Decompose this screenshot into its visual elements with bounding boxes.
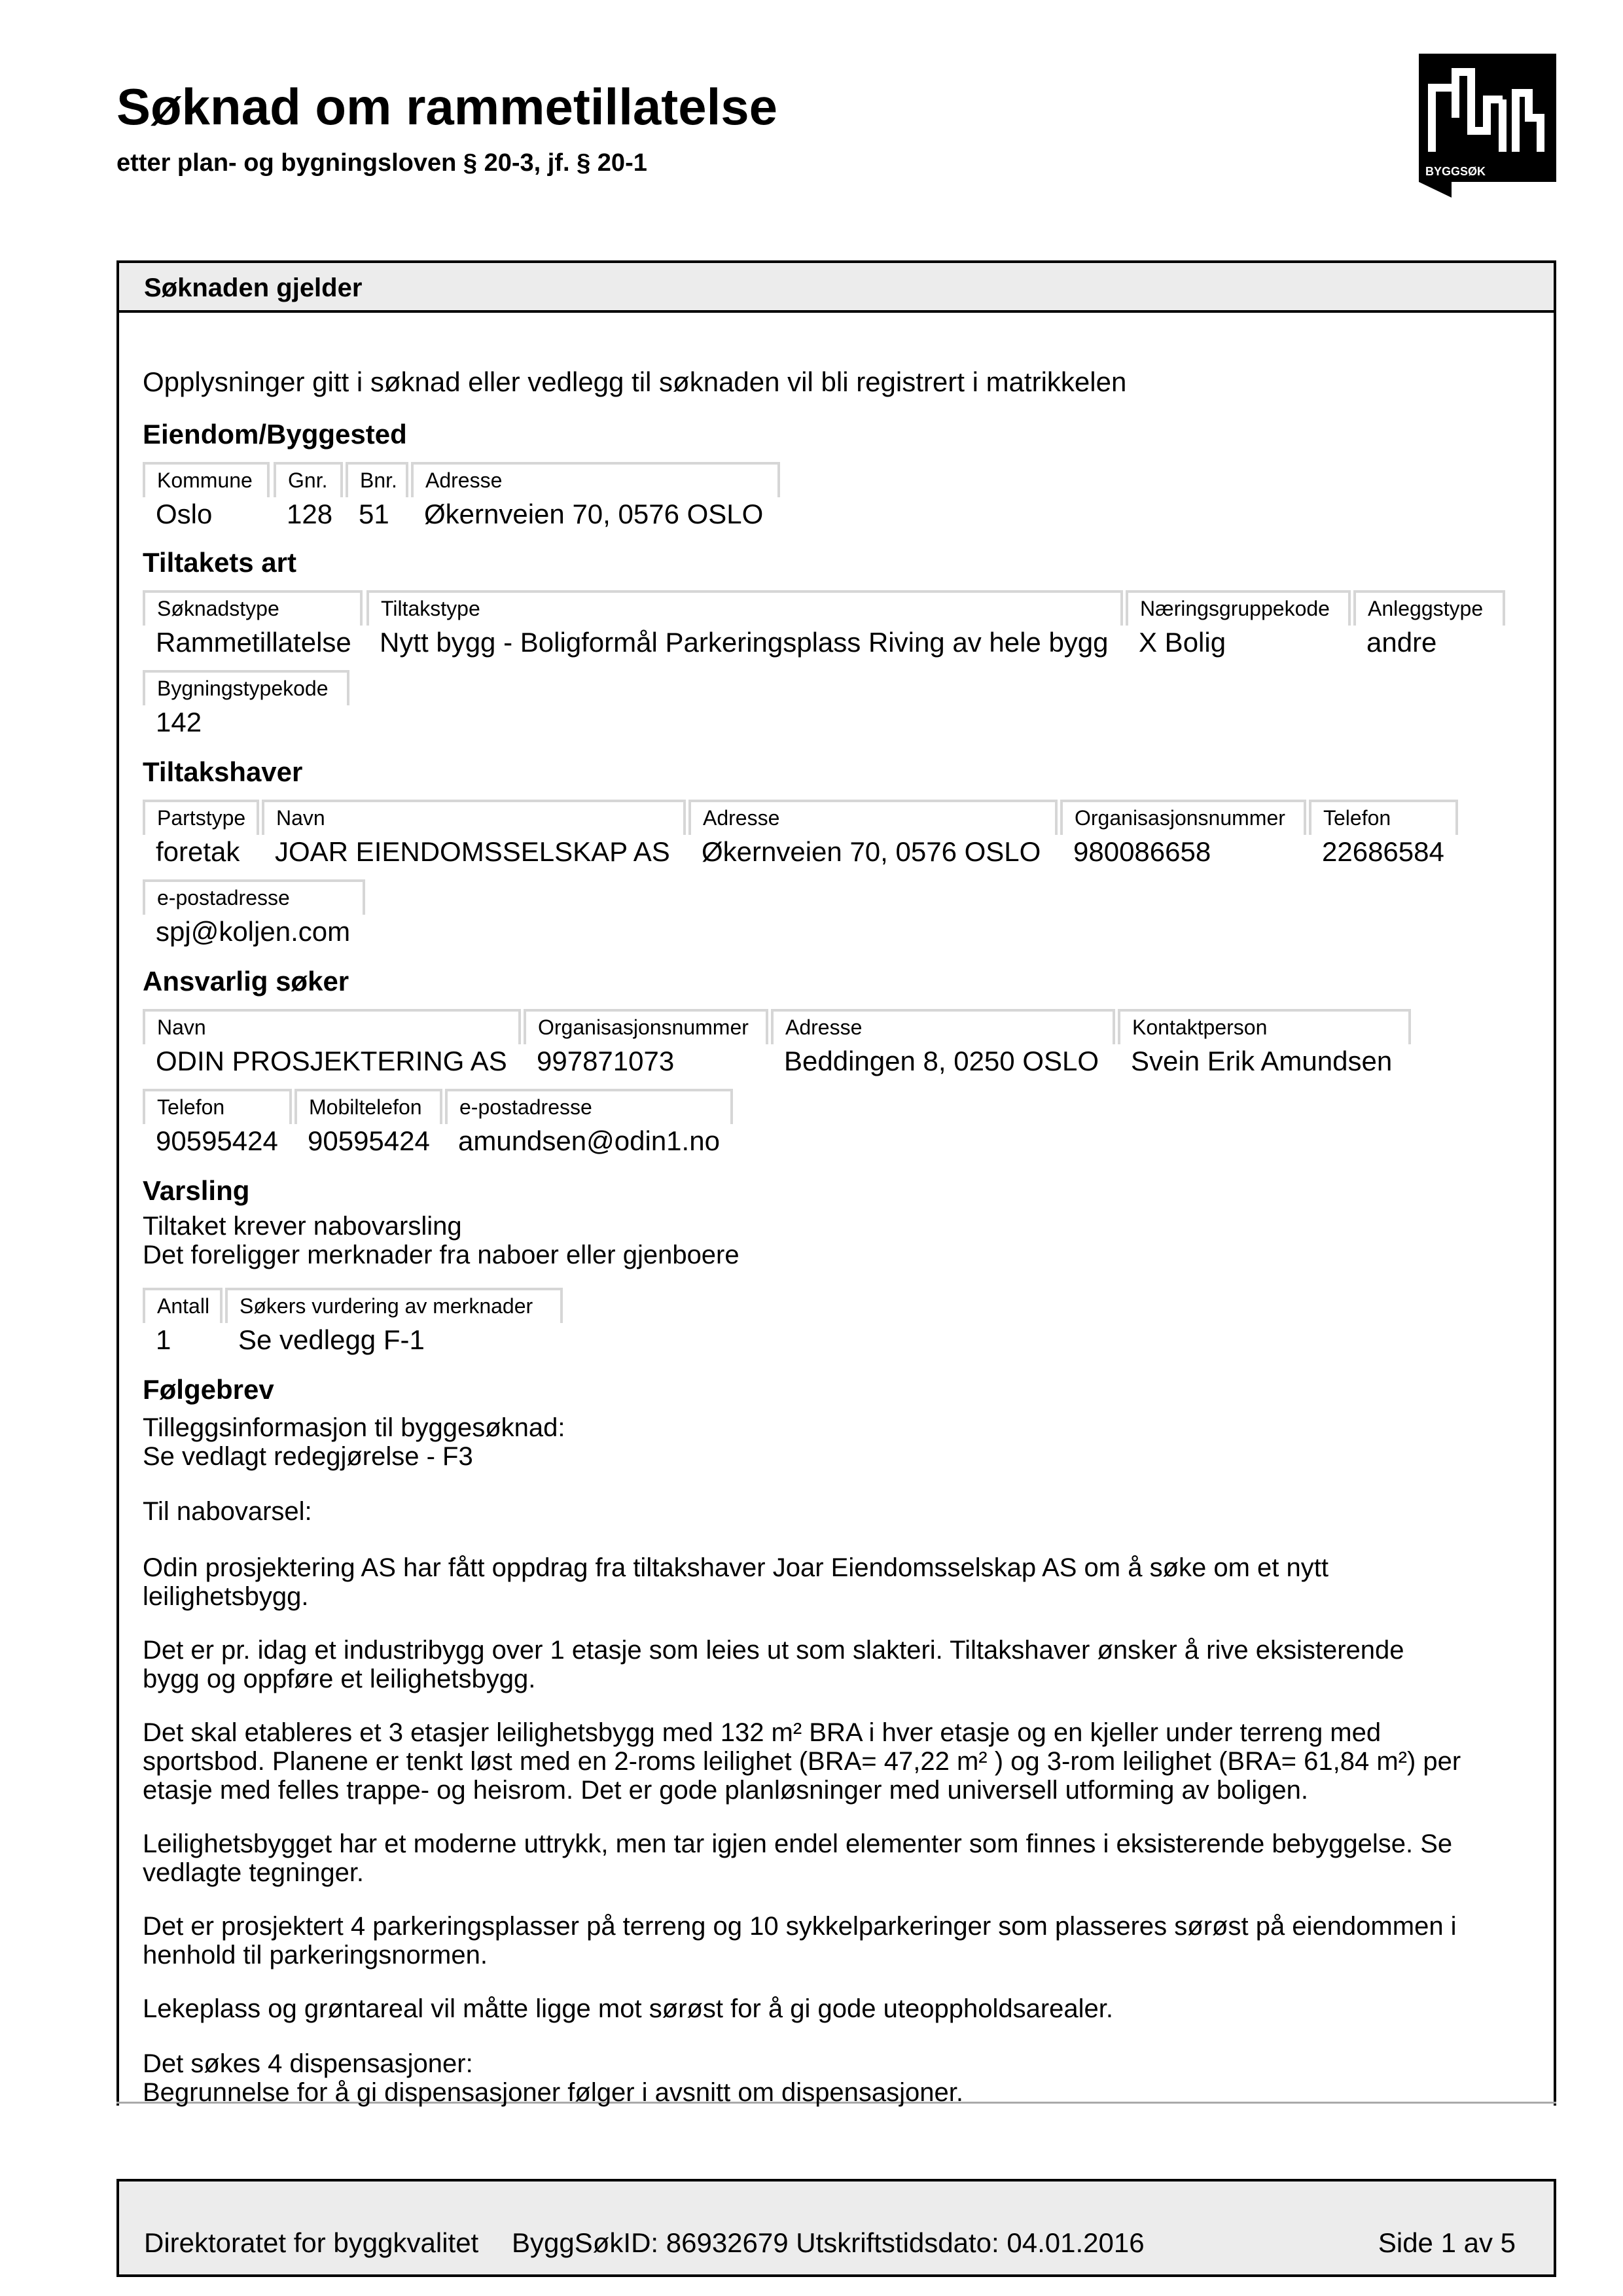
field-label: Organisasjonsnummer [1060, 800, 1306, 835]
folgebrev-heading: Følgebrev [143, 1374, 274, 1405]
field-sokers-vurdering [225, 1288, 563, 1353]
field-label: Søknadstype [143, 590, 363, 626]
field-label: e-postadresse [143, 879, 365, 915]
field-adresse [688, 800, 1058, 865]
field-value: X Bolig [1139, 627, 1226, 658]
field-label: Antall [143, 1288, 223, 1323]
folgebrev-paragraph: Det er pr. idag et industribygg over 1 etasje som leies ut som slakteri. Tiltakshaver ønsker å rive eksisterende bygg og oppføre et leilighetsbygg. [143, 1636, 1404, 1693]
field-organisasjonsnummer [524, 1009, 768, 1074]
varsling-line: Tiltaket krever nabovarsling [143, 1212, 462, 1241]
byggsok-logo [1419, 54, 1556, 198]
field-soknadstype [143, 590, 363, 656]
intro-text: Opplysninger gitt i søknad eller vedlegg til søknaden vil bli registrert i matrikkelen [143, 366, 1127, 397]
field-value: 51 [359, 499, 389, 529]
field-organisasjonsnummer [1060, 800, 1306, 865]
field-value: JOAR EIENDOMSSELSKAP AS [275, 836, 670, 867]
field-value: ODIN PROSJEKTERING AS [156, 1046, 507, 1076]
field-value: 22686584 [1322, 836, 1444, 867]
field-navn [262, 800, 686, 865]
eiendom-heading: Eiendom/Byggested [143, 419, 407, 450]
field-label: Bnr. [346, 462, 408, 497]
field-label: Næringsgruppekode [1126, 590, 1351, 626]
field-bnr [346, 462, 408, 527]
field-value: Nytt bygg - Boligformål Parkeringsplass Riving av hele bygg [380, 627, 1109, 658]
field-value: Rammetillatelse [156, 627, 351, 658]
field-value: foretak [156, 836, 240, 867]
field-kommune [143, 462, 270, 527]
field-label: Kommune [143, 462, 270, 497]
field-value: 980086658 [1073, 836, 1211, 867]
field-value: Økernveien 70, 0576 OSLO [424, 499, 764, 529]
field-value: 142 [156, 707, 202, 737]
page-footer [116, 2179, 1556, 2277]
field-value: Se vedlegg F-1 [238, 1324, 425, 1355]
field-navn [143, 1009, 521, 1074]
field-kontaktperson [1118, 1009, 1411, 1074]
field-label: Tiltakstype [366, 590, 1123, 626]
field-telefon [143, 1089, 292, 1154]
field-telefon [1309, 800, 1458, 865]
field-epostadresse [445, 1089, 733, 1154]
ansvarlig-soker-heading: Ansvarlig søker [143, 966, 349, 997]
field-label: Telefon [1309, 800, 1458, 835]
field-label: Telefon [143, 1089, 292, 1124]
folgebrev-paragraph: Odin prosjektering AS har fått oppdrag fra tiltakshaver Joar Eiendomsselskap AS om å søke om et nytt leilighetsbygg. [143, 1553, 1329, 1611]
field-naeringsgruppekode [1126, 590, 1351, 656]
field-label: e-postadresse [445, 1089, 733, 1124]
field-value: Oslo [156, 499, 213, 529]
field-label: Mobiltelefon [294, 1089, 442, 1124]
field-label: Adresse [688, 800, 1058, 835]
field-adresse [771, 1009, 1115, 1074]
field-mobiltelefon [294, 1089, 442, 1154]
field-value: andre [1366, 627, 1437, 658]
field-label: Partstype [143, 800, 259, 835]
footer-id-date: ByggSøkID: 86932679 Utskriftstidsdato: 04.01.2016 [512, 2227, 1145, 2258]
field-label: Navn [262, 800, 686, 835]
field-value: spj@koljen.com [156, 916, 351, 947]
field-epostadresse [143, 879, 365, 945]
field-partstype [143, 800, 259, 865]
field-tiltakstype [366, 590, 1123, 656]
field-antall [143, 1288, 223, 1353]
varsling-heading: Varsling [143, 1175, 250, 1206]
varsling-line: Det foreligger merknader fra naboer eller gjenboere [143, 1241, 740, 1269]
field-value: Svein Erik Amundsen [1131, 1046, 1393, 1076]
document-title: Søknad om rammetillatelse [116, 78, 778, 135]
folgebrev-paragraph: Leilighetsbygget har et moderne uttrykk, men tar igjen endel elementer som finnes i eksisterende bebyggelse. Se vedlagte tegninger. [143, 1829, 1453, 1887]
field-value: 128 [287, 499, 333, 529]
field-label: Bygningstypekode [143, 670, 349, 705]
field-label: Adresse [411, 462, 780, 497]
field-label: Søkers vurdering av merknader [225, 1288, 563, 1323]
field-value: amundsen@odin1.no [458, 1125, 720, 1156]
field-label: Anleggstype [1353, 590, 1505, 626]
field-label: Gnr. [274, 462, 343, 497]
field-gnr [274, 462, 343, 527]
section-header [116, 260, 1556, 313]
field-value: Økernveien 70, 0576 OSLO [702, 836, 1041, 867]
folgebrev-paragraph: Tilleggsinformasjon til byggesøknad: Se vedlagt redegjørelse - F3 [143, 1413, 565, 1471]
field-label: Organisasjonsnummer [524, 1009, 768, 1044]
field-value: 90595424 [308, 1125, 430, 1156]
field-value: 1 [156, 1324, 171, 1355]
field-adresse [411, 462, 780, 527]
tiltakshaver-heading: Tiltakshaver [143, 756, 303, 787]
footer-org: Direktoratet for byggkvalitet [144, 2227, 479, 2258]
section-title: Søknaden gjelder [144, 274, 363, 302]
logo-text: BYGGSØK [1425, 165, 1486, 178]
folgebrev-paragraph: Det skal etableres et 3 etasjer leilighetsbygg med 132 m² BRA i hver etasje og en kjeller under terreng med sportsbod. Planene er tenkt løst med en 2-roms leilighet (BRA= 47,22 m² ) og 3-rom leilighet (BRA= 61,84 m²) per etasje med felles trappe- og heisrom. Det er gode planløsninger med universell utforming av boligen. [143, 1718, 1461, 1805]
document-subtitle: etter plan- og bygningsloven § 20-3, jf. § 20-1 [116, 149, 647, 177]
field-value: Beddingen 8, 0250 OSLO [784, 1046, 1099, 1076]
tiltakets-art-heading: Tiltakets art [143, 547, 296, 578]
footer-page-number: Side 1 av 5 [1378, 2227, 1516, 2258]
field-value: 90595424 [156, 1125, 278, 1156]
field-label: Navn [143, 1009, 521, 1044]
field-label: Kontaktperson [1118, 1009, 1411, 1044]
field-anleggstype [1353, 590, 1505, 656]
field-value: 997871073 [537, 1046, 675, 1076]
folgebrev-paragraph: Det er prosjektert 4 parkeringsplasser på terreng og 10 sykkelparkeringer som plasseres sørøst på eiendommen i henhold til parkeringsnormen. [143, 1912, 1457, 1969]
field-bygningstypekode [143, 670, 349, 735]
folgebrev-paragraph: Til nabovarsel: [143, 1497, 312, 1526]
field-label: Adresse [771, 1009, 1115, 1044]
folgebrev-paragraph: Lekeplass og grøntareal vil måtte ligge mot sørøst for å gi gode uteoppholdsarealer. [143, 1994, 1114, 2023]
folgebrev-paragraph: Det søkes 4 dispensasjoner: Begrunnelse for å gi dispensasjoner følger i avsnitt om dispensasjoner. [143, 2049, 964, 2107]
